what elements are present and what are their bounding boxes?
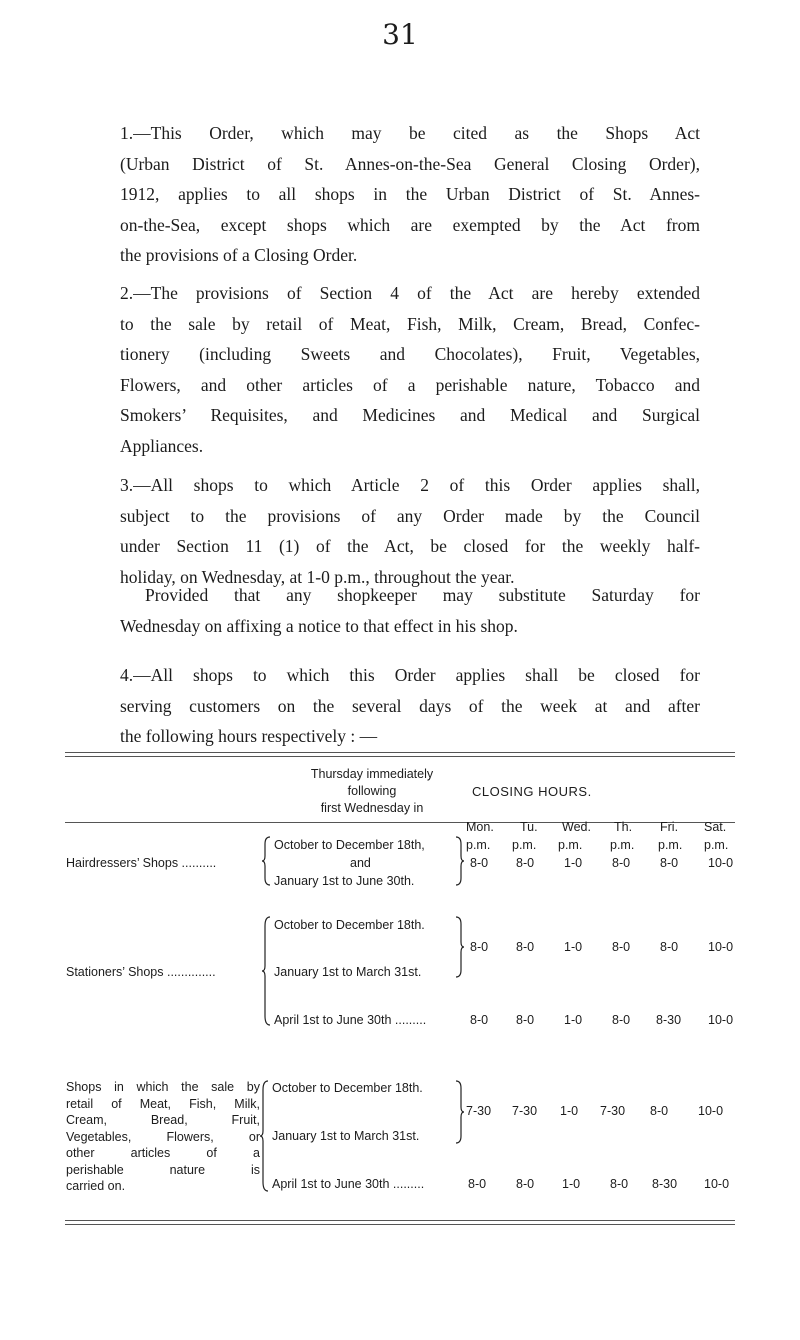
perishable-period-line: January 1st to March 31st. [272,1129,420,1143]
hairdressers-period-line: January 1st to June 30th. [274,874,415,888]
hours-cell: 1-0 [564,940,583,954]
paragraph-line: serving customers on the several days of the week at and after [120,695,700,716]
stationers-left-brace [262,916,272,1026]
hours-cell: 8-0 [470,940,489,954]
perishable-period-line: October to December 18th. [272,1081,423,1095]
paragraph-line: on-the-Sea, except shops which are exempted by the Act from [120,214,700,235]
paragraph-proviso [120,580,700,641]
perishable-label-line: other articles of a [66,1146,260,1160]
hours-cell: 8-0 [612,856,631,870]
hours-cell: 8-0 [610,1177,629,1191]
table-bottom-rule-2 [65,1224,735,1225]
paragraph-line: to the sale by retail of Meat, Fish, Milk, Cream, Bread, Confec- [120,313,700,334]
hours-cell: 7-30 [512,1104,538,1118]
day-header: Fri. [660,820,679,834]
paragraph-line: 3.—All shops to which Article 2 of this Order applies shall, [120,475,700,495]
stationers-label: Stationers’ Shops .............. [66,965,216,979]
paragraph-2 [120,278,700,461]
paragraph-3 [120,470,700,592]
perishable-left-brace [260,1080,270,1192]
hairdressers-label: Hairdressers’ Shops .......... [66,856,217,870]
stationers-period-line: January 1st to March 31st. [274,965,422,979]
hours-cell: 8-0 [470,1013,489,1027]
paragraph-line: subject to the provisions of any Order made by the Council [120,505,700,526]
hours-cell: 7-30 [600,1104,626,1118]
header-closing-hours: CLOSING HOURS. [472,784,592,799]
paragraph-line: 2.—The provisions of Section 4 of the Act are hereby extended [120,283,700,303]
paragraph-1 [120,118,700,271]
hours-cell: 8-0 [516,1177,535,1191]
paragraph-4 [120,660,700,752]
hours-cell: 10-0 [708,940,734,954]
table-top-rule-2 [65,756,735,757]
ampm: p.m. [466,838,491,852]
hours-cell: 10-0 [708,856,734,870]
day-header: Wed. [562,820,591,834]
paragraph-line: Flowers, and other articles of a perishable nature, Tobacco and [120,374,700,395]
table-bottom-rule [65,1220,735,1221]
perishable-right-brace [456,1080,466,1144]
header-period-line: following [347,784,397,798]
paragraph-line: holiday, on Wednesday, at 1-0 p.m., throughout the year. [120,566,515,587]
hours-cell: 8-0 [660,940,679,954]
hours-cell: 8-0 [468,1177,487,1191]
hours-cell: 8-0 [660,856,679,870]
hours-cell: 10-0 [708,1013,734,1027]
page-number: 31 [382,18,418,51]
hours-cell: 8-30 [656,1013,682,1027]
header-rule [65,822,735,823]
day-header: Sat. [704,820,727,834]
perishable-label-line: retail of Meat, Fish, Milk, [66,1096,260,1111]
header-period-line: first Wednesday in [320,801,424,815]
hours-cell: 1-0 [562,1177,581,1191]
hours-cell: 1-0 [564,856,583,870]
stationers-period-line: April 1st to June 30th ......... [274,1013,427,1027]
hairdressers-right-brace [456,836,466,886]
ampm: p.m. [512,838,537,852]
paragraph-line: 1.—This Order, which may be cited as the Shops Act [120,123,700,143]
paragraph-line: Wednesday on affixing a notice to that effect in his shop. [120,615,518,636]
paragraph-line: Appliances. [120,435,204,456]
ampm: p.m. [704,838,729,852]
header-period-column [292,766,452,817]
paragraph-line: 4.—All shops to which this Order applies shall be closed for [120,665,700,685]
hours-cell: 8-0 [516,940,535,954]
paragraph-line: the provisions of a Closing Order. [120,245,358,265]
day-header: Mon. [466,820,494,834]
header-period-line: Thursday immediately [310,767,434,781]
hours-cell: 8-0 [612,1013,631,1027]
hours-cell: 1-0 [564,1013,583,1027]
paragraph-line: under Section 11 (1) of the Act, be closed for the weekly half- [120,536,700,556]
hours-cell: 8-30 [652,1177,678,1191]
ampm: p.m. [610,838,635,852]
hours-cell: 8-0 [650,1104,669,1118]
ampm: p.m. [658,838,683,852]
stationers-period-line: October to December 18th. [274,918,425,932]
hairdressers-period-line: October to December 18th, [274,838,425,852]
paragraph-line: the following hours respectively : — [120,726,378,746]
hours-cell: 10-0 [698,1104,724,1118]
day-header: Th. [614,820,633,834]
stationers-right-brace [456,916,466,978]
perishable-label-line: Shops in which the sale by [66,1080,260,1094]
perishable-label-line: Vegetables, Flowers, or [66,1129,260,1144]
hours-cell: 1-0 [560,1104,579,1118]
paragraph-line: 1912, applies to all shops in the Urban District of St. Annes- [120,184,700,204]
paragraph-line: Provided that any shopkeeper may substitute Saturday for [145,585,700,605]
table-top-rule [65,752,735,753]
ampm: p.m. [558,838,583,852]
perishable-label-line: carried on. [66,1179,126,1193]
hours-cell: 7-30 [466,1104,492,1118]
perishable-label-line: Cream, Bread, Fruit, [66,1113,260,1127]
hairdressers-left-brace [262,836,272,886]
hours-cell: 8-0 [516,856,535,870]
paragraph-line: (Urban District of St. Annes-on-the-Sea General Closing Order), [120,153,700,174]
perishable-label [66,1079,260,1195]
perishable-label-line: perishable nature is [66,1162,260,1177]
hairdressers-period-line: and [350,856,371,870]
perishable-period-line: April 1st to June 30th ......... [272,1177,425,1191]
paragraph-line: tionery (including Sweets and Chocolates), Fruit, Vegetables, [120,344,700,364]
paragraph-line: Smokers’ Requisites, and Medicines and Medical and Surgical [120,405,700,425]
hours-cell: 8-0 [612,940,631,954]
hours-cell: 10-0 [704,1177,730,1191]
day-header: Tu. [520,820,538,834]
hours-cell: 8-0 [516,1013,535,1027]
hours-cell: 8-0 [470,856,489,870]
